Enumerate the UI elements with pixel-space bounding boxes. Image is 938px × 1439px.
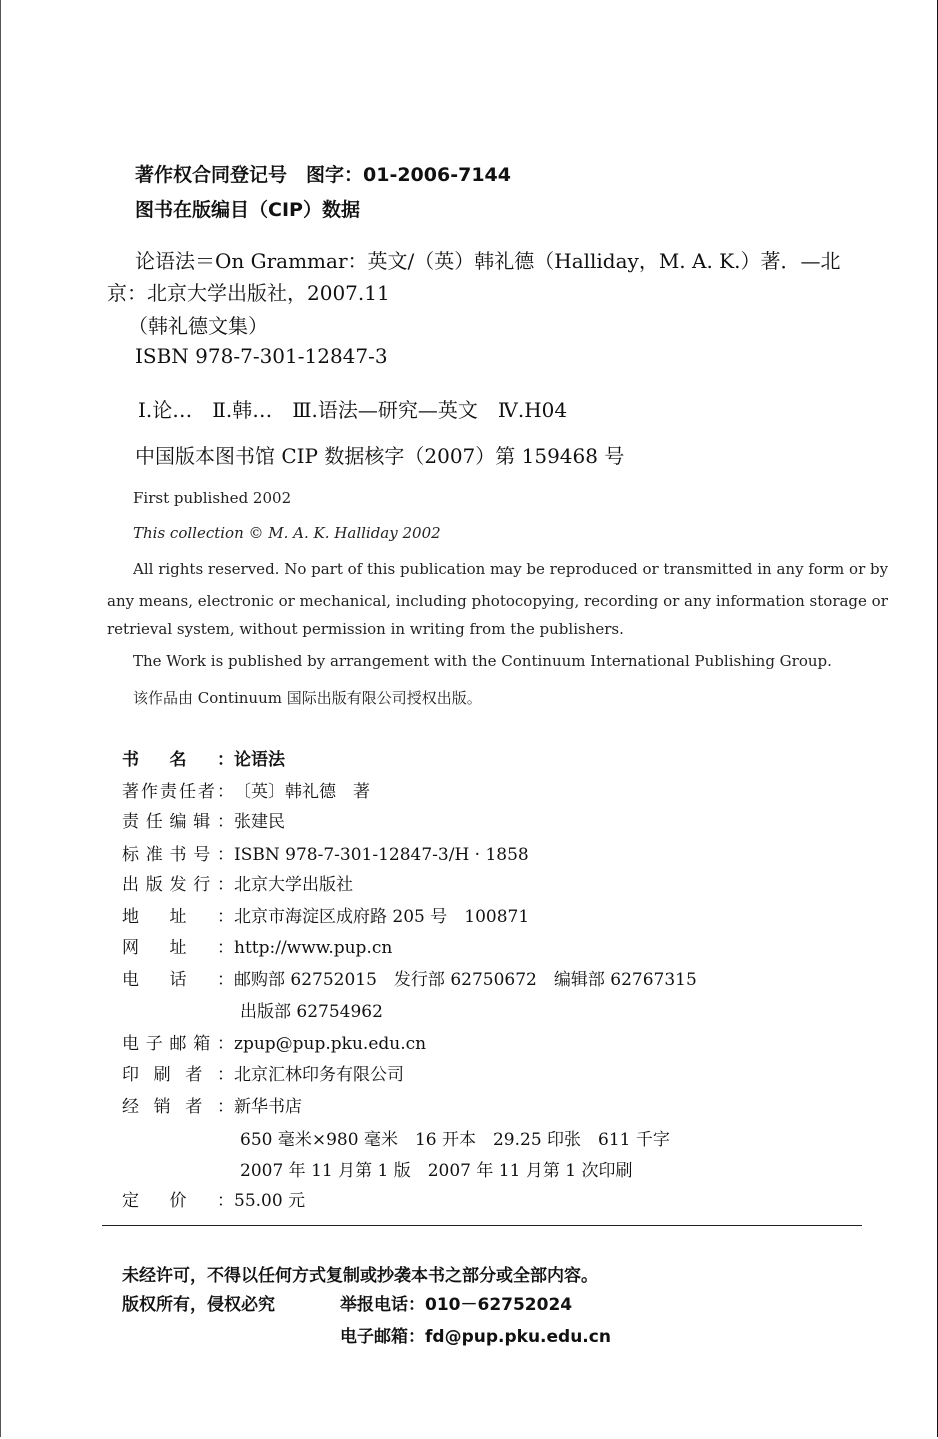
detail-phone-2: [240, 997, 383, 1022]
detail-editor-value: 张建民: [234, 812, 285, 832]
cip-classification: Ⅰ.论… Ⅱ.韩… Ⅲ.语法—研究—英文 Ⅳ.H04: [138, 398, 568, 422]
divider-line: [102, 1225, 862, 1226]
detail-distributor-label: 经销者：: [122, 1097, 234, 1117]
collection-copyright: This collection © M. A. K. Halliday 2002: [133, 524, 441, 542]
detail-price-value: 55.00 元: [234, 1191, 306, 1211]
detail-printer: [122, 1060, 404, 1085]
cip-line-1: 论语法＝On Grammar：英文/（英）韩礼德（Halliday，M. A. K.）著．—北: [135, 249, 841, 273]
footer-rights-reserved: 版权所有，侵权必究: [122, 1295, 275, 1315]
detail-isbn-label: 标准书号：: [122, 845, 234, 865]
rights-line-3: retrieval system, without permission in writing from the publishers.: [107, 620, 624, 638]
authorization-statement: 该作品由 Continuum 国际出版有限公司授权出版。: [133, 689, 482, 707]
detail-title: [122, 745, 285, 770]
footer-email: 电子邮箱：fd@pup.pku.edu.cn: [340, 1327, 611, 1347]
detail-email-value: zpup@pup.pku.edu.cn: [234, 1034, 427, 1054]
detail-publisher: [122, 870, 353, 895]
detail-edition-value: 2007 年 11 月第 1 版 2007 年 11 月第 1 次印刷: [240, 1161, 633, 1181]
cip-verification: 中国版本图书馆 CIP 数据核字（2007）第 159468 号: [135, 444, 625, 468]
detail-address-value: 北京市海淀区成府路 205 号 100871: [234, 907, 530, 927]
first-published: First published 2002: [133, 489, 292, 507]
detail-publisher-label: 出版发行：: [122, 875, 234, 895]
footer-hotline: 举报电话：010－62752024: [340, 1295, 573, 1315]
detail-editor-label: 责任编辑：: [122, 812, 234, 832]
detail-phone: [122, 965, 697, 990]
detail-price-label: 定价：: [122, 1191, 234, 1211]
cip-line-2: 京：北京大学出版社，2007.11: [107, 281, 390, 305]
detail-author: [122, 777, 370, 802]
detail-format: [240, 1125, 670, 1150]
rights-line-2: any means, electronic or mechanical, including photocopying, recording or any information storage or: [107, 592, 888, 610]
detail-price: [122, 1186, 305, 1211]
detail-phone-value: 邮购部 62752015 发行部 62750672 编辑部 62767315: [234, 970, 697, 990]
cip-heading: 图书在版编目（CIP）数据: [135, 199, 360, 221]
detail-format-value: 650 毫米×980 毫米 16 开本 29.25 印张 611 千字: [240, 1130, 670, 1150]
detail-title-label: 书名：: [122, 750, 234, 770]
detail-publisher-value: 北京大学出版社: [234, 875, 353, 895]
detail-author-label: 著作责任者：: [122, 782, 234, 802]
detail-edition: [240, 1156, 632, 1181]
detail-distributor-value: 新华书店: [234, 1097, 302, 1117]
detail-email-label: 电子邮箱：: [122, 1034, 234, 1054]
detail-editor: [122, 807, 285, 832]
detail-distributor: [122, 1092, 302, 1117]
copyright-registration: 著作权合同登记号 图字：01-2006-7144: [135, 164, 511, 186]
cip-isbn: ISBN 978-7-301-12847-3: [135, 344, 388, 368]
detail-website-value: http://www.pup.cn: [234, 938, 393, 958]
detail-phone-label: 电话：: [122, 970, 234, 990]
detail-title-value: 论语法: [234, 750, 285, 770]
detail-address: [122, 902, 529, 927]
footer-notice: 未经许可，不得以任何方式复制或抄袭本书之部分或全部内容。: [122, 1266, 598, 1286]
rights-line-1: All rights reserved. No part of this publication may be reproduced or transmitted in any form or by: [133, 560, 889, 578]
detail-address-label: 地址：: [122, 907, 234, 927]
detail-author-value: 〔英〕韩礼德 著: [234, 782, 370, 802]
cip-series: （韩礼德文集）: [128, 314, 268, 338]
detail-website: [122, 933, 392, 958]
detail-email: [122, 1029, 426, 1054]
detail-printer-value: 北京汇林印务有限公司: [234, 1065, 404, 1085]
detail-isbn-value: ISBN 978-7-301-12847-3/H · 1858: [234, 845, 529, 865]
detail-website-label: 网址：: [122, 938, 234, 958]
arrangement-statement: The Work is published by arrangement with the Continuum International Publishing Group.: [133, 652, 832, 670]
detail-isbn: [122, 840, 529, 865]
detail-printer-label: 印刷者：: [122, 1065, 234, 1085]
detail-phone-value-2: 出版部 62754962: [240, 1002, 383, 1022]
